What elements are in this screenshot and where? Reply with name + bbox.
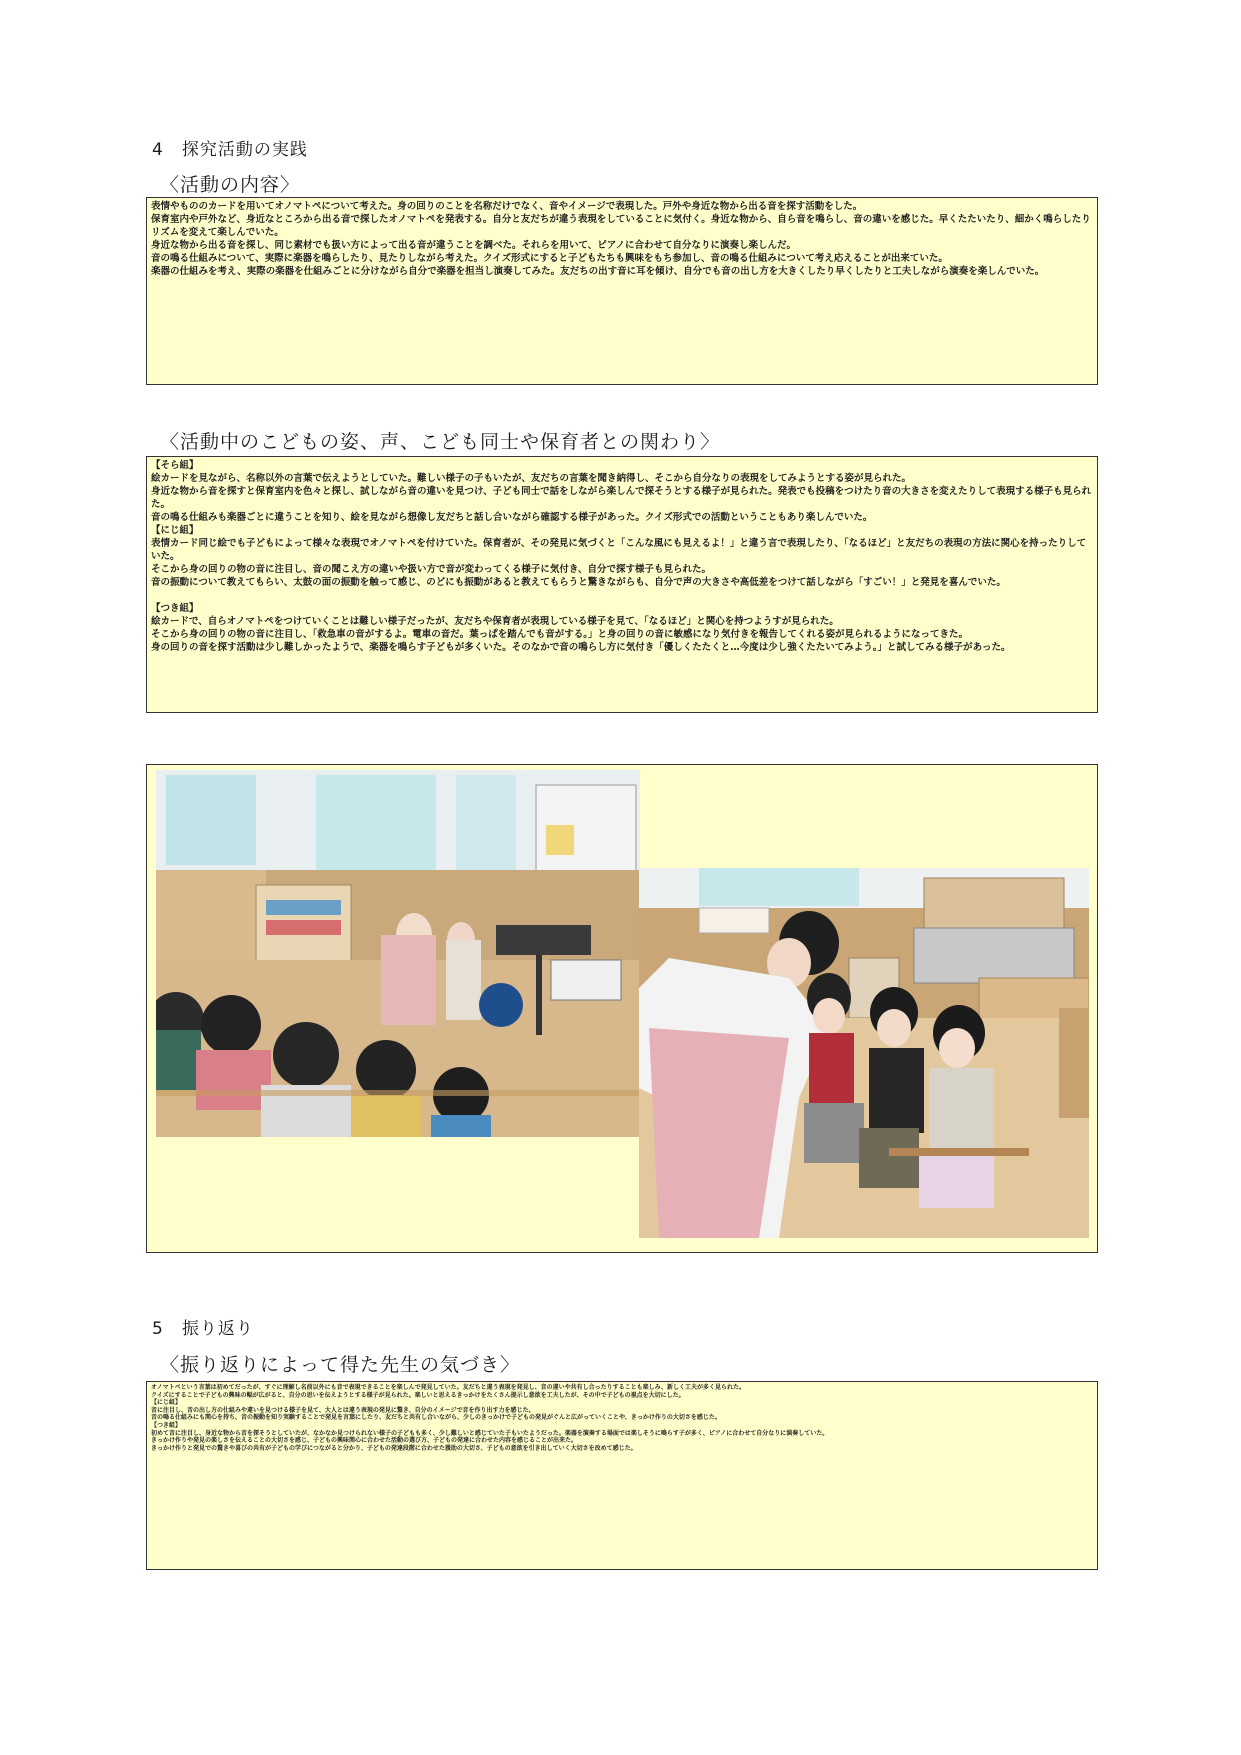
children-heading: 〈活動中のこどもの姿、声、こども同士や保育者との関わり〉 [160, 431, 721, 453]
children-line: 【にじ組】 [151, 525, 199, 536]
reflection-line: きっかけ作りと発見での驚きや喜びの共有が子どもの学びにつながると分かり、子どもの発達段階に合わせた援助の大切さ、子どもの意欲を引き出していく大切さを改めて感じた。 [151, 1444, 637, 1452]
children-line: 音の振動について教えてもらい、太鼓の面の振動を触って感じ、のどにも振動があると教えてもらうと驚きながらも、自分で声の大きさや高低差をつけて話しながら「すごい！」と発見を喜んでいた。 [151, 577, 1006, 588]
reflection-line: 【にじ組】 [151, 1399, 182, 1407]
activity-line: 表情やもののカードを用いてオノマトペについて考えた。身の回りのことを名称だけでなく、音やイメージで表現した。戸外や身近な物から出る音を探す活動をした。 [151, 201, 863, 212]
children-line: そこから身の回りの物の音に注目し、音の聞こえ方の違いや扱い方で音が変わってくる様子に気付き、自分で探す様子も見られた。 [151, 564, 712, 575]
reflection-line: きっかけ作りや発見の楽しさを伝えることの大切さを感じ、子どもの興味関心に合わせた活動の選び方、子どもの発達に合わせた内容を感じることが出来た。 [151, 1437, 578, 1445]
children-line: 【そら組】 [151, 460, 199, 471]
reflection-line: 初めて音に注目し、身近な物から音を探そうとしていたが、なかなか見つけられない様子の子どもも多く、少し難しいと感じていた子もいたようだった。楽器を演奏する場面では楽しそうに鳴らす子が多く、ピアノに合わせて自分なりに演奏していた。 [151, 1429, 829, 1437]
photo-icon [156, 770, 640, 1137]
children-line: 身近な物から音を探すと保育室内を色々と探し、試しながら音の違いを見つけ、子ども同士で話をしながら楽しんで探そうとする様子が見られた。発表でも投稿をつけたり音の大きさを変えたりして表現する様子も見られた。 [151, 486, 1092, 510]
section-4-heading: 4 探究活動の実践 [152, 140, 308, 160]
activity-line: 楽器の仕組みを考え、実際の楽器を仕組みごとに分けながら自分で楽器を担当し演奏してみた。友だちの出す音に耳を傾け、自分でも音の出し方を大きくしたり早くしたりと工夫しながら演奏を楽しんでいた。 [151, 266, 1045, 277]
section-5-heading: 5 振り返り [152, 1319, 254, 1339]
children-line: 絵カードを見ながら、名称以外の言葉で伝えようとしていた。難しい様子の子もいたが、友だちの言葉を聞き納得し、そこから自分なりの表現をしてみようとする姿が見られた。 [151, 473, 912, 484]
photo-box [146, 764, 1098, 1253]
classroom-photo-right [639, 868, 1089, 1238]
activity-content-heading: 〈活動の内容〉 [160, 174, 301, 196]
activity-line: 音の鳴る仕組みについて、実際に楽器を鳴らしたり、見たりしながら考えた。クイズ形式にすると子どもたちも興味をもち参加し、音の鳴る仕組みについて考え応えることが出来ていた。 [151, 253, 948, 264]
children-observation-box [146, 456, 1098, 713]
children-line: そこから身の回りの物の音に注目し、「救急車の音がするよ。電車の音だ。葉っぱを踏んでも音がする。」と身の回りの音に敏感になり気付きを報告してくれる姿が見られるようになってきた。 [151, 629, 969, 640]
reflection-line: クイズにすることで子どもの興味の幅が広がると、自分の思いを伝えようとする様子が見られた。楽しいと思えるきっかけをたくさん提示し意欲を工夫したが、その中で子どもの視点を大切にした。 [151, 1391, 685, 1399]
children-line: 【つき組】 [151, 603, 199, 614]
children-line: 身の回りの音を探す活動は少し難しかったようで、楽器を鳴らす子どもが多くいた。そのなかで音の鳴らし方に気付き「優しくたたくと…今度は少し強くたたいてみよう。」と試してみる様子があった。 [151, 642, 1011, 653]
reflection-line: 【つき組】 [151, 1421, 182, 1429]
children-line: 絵カードで、自らオノマトペをつけていくことは難しい様子だったが、友だちや保育者が表現している様子を見て、「なるほど」と関心を持つようすが見られた。 [151, 616, 839, 627]
reflection-box [146, 1381, 1098, 1570]
reflection-heading: 〈振り返りによって得た先生の気づき〉 [160, 1354, 521, 1376]
classroom-photo-left [156, 770, 640, 1137]
photo-icon [639, 868, 1089, 1238]
reflection-line: オノマトペという言葉は初めてだったが、すぐに理解し名前以外にも音で表現できることを楽しんで発見していた。友だちと違う表現を発見し、音の違いや共有し合ったりすることも楽しみ、新しく工夫が多く見られた。 [151, 1384, 746, 1391]
children-line [151, 589, 1093, 602]
activity-content-box [146, 197, 1098, 385]
activity-line: 保育室内や戸外など、身近なところから出る音で探したオノマトペを発表する。自分と友だちが違う表現をしていることに気付く。身近な物から、自ら音を鳴らし、音の違いを感じた。早くたたいたり、細かく鳴らしたりリズムを変えて楽しんでいた。 [151, 214, 1091, 238]
children-line: 音の鳴る仕組みも楽器ごとに違うことを知り、絵を見ながら想像し友だちと話し合いながら確認する様子があった。クイズ形式での活動ということもあり楽しんでいた。 [151, 512, 873, 523]
reflection-line: 音の鳴る仕組みにも関心を持ち、音の振動を知り実験することで発見を言葉にしたり、友だちと共有し合いながら、少しのきっかけで子どもの発見がぐんと広がっていくことや、きっかけ作りの大切さを感じた。 [151, 1414, 721, 1422]
activity-line: 身近な物から出る音を探し、同じ素材でも扱い方によって出る音が違うことを調べた。それらを用いて、ピアノに合わせて自分なりに演奏し楽しんだ。 [151, 240, 797, 251]
children-line: 表情カード同じ絵でも子どもによって様々な表現でオノマトペを付けていた。保育者が、その発見に気づくと「こんな風にも見えるよ！」と違う言で表現したり、「なるほど」と友だちの表現の方法に関心を持ったりしていた。 [151, 538, 1087, 562]
reflection-line: 音に注目し、音の出し方の仕組みや違いを見つける様子を見て、大人とは違う表現の発見に驚き、自分のイメージで音を作り出す力を感じた。 [151, 1406, 535, 1414]
